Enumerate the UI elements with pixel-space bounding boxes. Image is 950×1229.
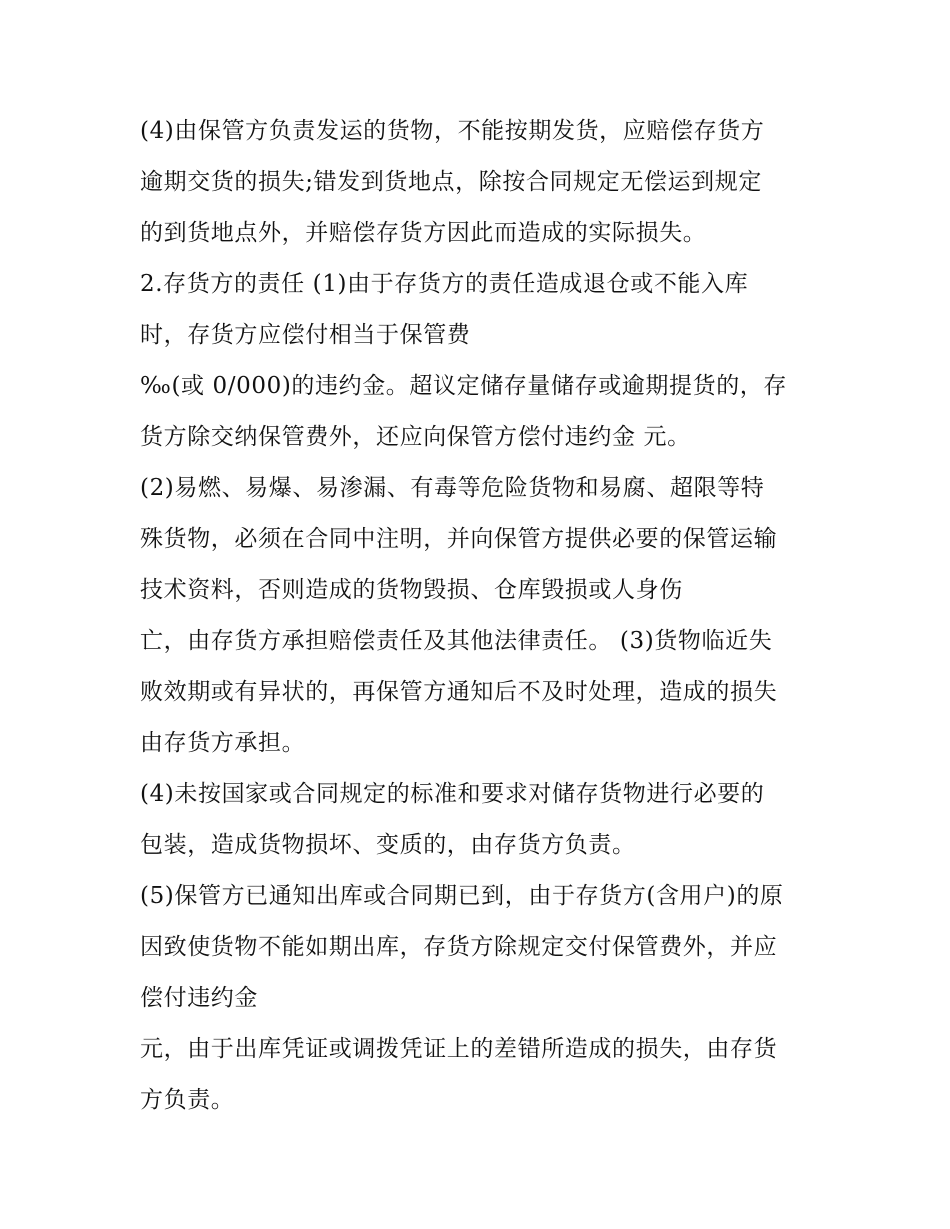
text-line: 包装，造成货物损坏、变质的，由存货方负责。 <box>140 832 636 858</box>
text-line: 败效期或有异状的，再保管方通知后不及时处理，造成的损失 <box>140 679 778 705</box>
text-line: 2.存货方的责任 (1)由于存货方的责任造成退仓或不能入库 <box>140 271 749 297</box>
text-line: 亡，由存货方承担赔偿责任及其他法律责任。 (3)货物临近失 <box>140 628 773 654</box>
text-line: (4)由保管方负责发运的货物，不能按期发货，应赔偿存货方 <box>140 118 765 144</box>
text-line: 因致使货物不能如期出库，存货方除规定交付保管费外，并应 <box>140 934 778 960</box>
text-line: 的到货地点外，并赔偿存货方因此而造成的实际损失。 <box>140 220 707 246</box>
text-line: (5)保管方已通知出库或合同期已到，由于存货方(含用户)的原 <box>140 883 784 909</box>
text-line: 元，由于出库凭证或调拨凭证上的差错所造成的损失，由存货 <box>140 1036 778 1062</box>
text-line: 技术资料，否则造成的货物毁损、仓库毁损或人身伤 <box>140 577 683 603</box>
text-line: 由存货方承担。 <box>140 730 306 756</box>
document-body <box>140 106 830 1126</box>
text-line: 货方除交纳保管费外，还应向保管方偿付违约金 元。 <box>140 424 691 450</box>
text-line: ‰(或 0/000)的违约金。超议定储存量储存或逾期提货的，存 <box>140 373 788 399</box>
text-line: 殊货物，必须在合同中注明，并向保管方提供必要的保管运输 <box>140 526 778 552</box>
text-line: 偿付违约金 <box>140 985 258 1011</box>
text-line: (4)未按国家或合同规定的标准和要求对储存货物进行必要的 <box>140 781 765 807</box>
text-line: (2)易燃、易爆、易渗漏、有毒等危险货物和易腐、超限等特 <box>140 475 765 501</box>
text-line: 逾期交货的损失;错发到货地点，除按合同规定无偿运到规定 <box>140 169 762 195</box>
text-line: 时，存货方应偿付相当于保管费 <box>140 322 471 348</box>
text-line: 方负责。 <box>140 1087 235 1113</box>
